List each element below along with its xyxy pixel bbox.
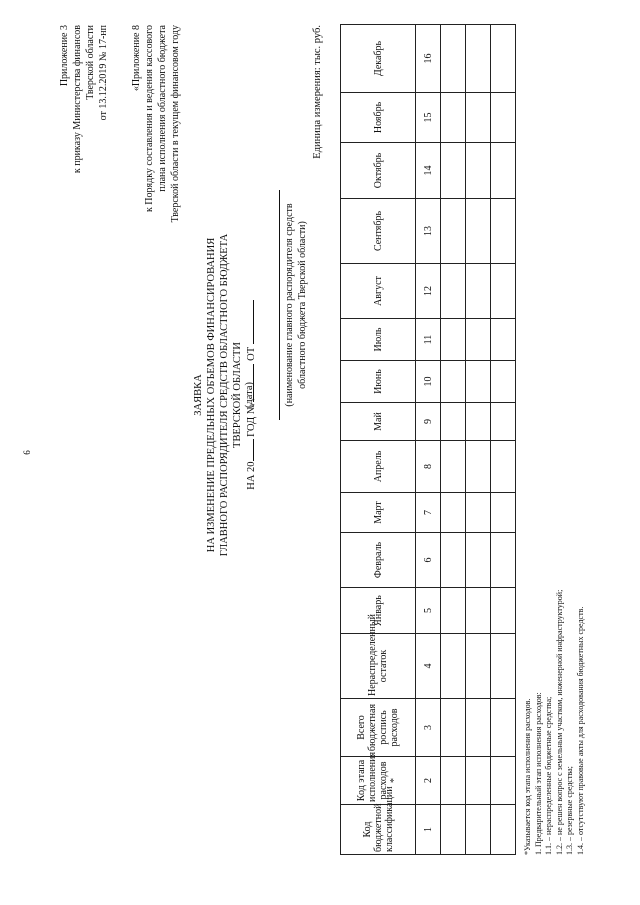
column-number-cell: 15: [416, 93, 441, 143]
empty-cell: [491, 403, 516, 441]
empty-cell: [466, 699, 491, 757]
column-number-cell: 3: [416, 699, 441, 757]
column-number-cell: 7: [416, 493, 441, 533]
header-cell: Июль: [341, 319, 416, 361]
appendix-8-line: к Порядку составления и ведения кассового: [144, 25, 155, 213]
empty-cell: [441, 403, 466, 441]
date-caption: (дата): [244, 381, 255, 409]
column-number-cell: 8: [416, 441, 441, 493]
empty-cell: [441, 93, 466, 143]
empty-cell: [441, 264, 466, 319]
empty-cell: [441, 319, 466, 361]
column-number-cell: 11: [416, 319, 441, 361]
empty-cell: [491, 533, 516, 588]
empty-cell: [491, 143, 516, 199]
header-cell: Октябрь: [341, 143, 416, 199]
title-line: НА ИЗМЕНЕНИЕ ПРЕДЕЛЬНЫХ ОБЪЕМОВ ФИНАНСИРОВАНИЯ: [206, 237, 217, 553]
empty-cell: [466, 25, 491, 93]
header-cell: Август: [341, 264, 416, 319]
recipient-caption: [283, 145, 309, 465]
header-cell: Май: [341, 403, 416, 441]
empty-cell: [441, 699, 466, 757]
column-number-cell: 1: [416, 805, 441, 855]
table-row: [441, 25, 466, 855]
appendix-3-line: от 13.12.2019 № 17-нп: [98, 25, 109, 121]
empty-cell: [466, 319, 491, 361]
appendix-8-reference: [130, 25, 182, 265]
header-cell: Апрель: [341, 441, 416, 493]
appendix-8-line: Тверской области в текущем финансовом году: [170, 25, 181, 223]
appendix-3-line: к приказу Министерства финансов: [72, 25, 83, 174]
table-header-row: [341, 25, 416, 855]
empty-cell: [491, 493, 516, 533]
empty-cell: [491, 361, 516, 403]
column-number-cell: 2: [416, 757, 441, 805]
column-number-cell: 16: [416, 25, 441, 93]
appendix-3-line: Приложение 3: [59, 25, 70, 87]
column-number-cell: 14: [416, 143, 441, 199]
empty-cell: [491, 319, 516, 361]
empty-cell: [466, 199, 491, 264]
empty-cell: [441, 805, 466, 855]
appendix-3-line: Тверской области: [85, 25, 96, 100]
column-number-cell: 6: [416, 533, 441, 588]
empty-cell: [441, 588, 466, 634]
financing-request-table: [340, 24, 516, 855]
recipient-name-line: [279, 190, 280, 420]
year-suffix: ГОД №: [246, 404, 257, 437]
footnote-line: 1.4. – отсутствуют правовые акты для расходования бюджетных средств.: [575, 606, 585, 855]
empty-cell: [491, 699, 516, 757]
empty-cell: [491, 757, 516, 805]
empty-cell: [441, 757, 466, 805]
empty-cell: [466, 634, 491, 699]
empty-cell: [466, 588, 491, 634]
page-number: 6: [22, 450, 32, 455]
header-cell: Февраль: [341, 533, 416, 588]
footnote-line: 1. Предварительный этап исполнения расходов:: [533, 692, 543, 855]
empty-cell: [441, 533, 466, 588]
units-label: Единица измерения: тыс. руб.: [312, 25, 323, 159]
empty-cell: [491, 264, 516, 319]
footnote-line: *Указывается код этапа исполнения расходов.: [523, 698, 532, 855]
header-cell: Январь: [341, 588, 416, 634]
empty-cell: [491, 199, 516, 264]
empty-cell: [466, 441, 491, 493]
empty-cell: [491, 634, 516, 699]
title-line: ЗАЯВКА: [193, 374, 204, 416]
empty-cell: [441, 143, 466, 199]
header-cell: Сентябрь: [341, 199, 416, 264]
header-cell: Код этапа исполнения расходов *: [341, 757, 416, 805]
column-number-cell: 10: [416, 361, 441, 403]
empty-cell: [466, 757, 491, 805]
footnote-line: 1.2. – не решен вопрос с земельным участком, инженерной инфраструктурой;: [554, 589, 564, 855]
empty-cell: [491, 25, 516, 93]
header-cell: Декабрь: [341, 25, 416, 93]
header-cell: Март: [341, 493, 416, 533]
empty-cell: [466, 361, 491, 403]
appendix-3-reference: [58, 25, 110, 265]
from-label: ОТ: [246, 346, 257, 361]
empty-cell: [441, 25, 466, 93]
footnote-line: 1.1. – нераспределенные бюджетные средства;: [544, 696, 553, 855]
year-prefix: НА 20: [246, 461, 257, 490]
column-number-cell: 9: [416, 403, 441, 441]
recipient-caption-line: областного бюджета Тверской области): [297, 221, 308, 389]
table-row: [491, 25, 516, 855]
column-number-cell: 12: [416, 264, 441, 319]
empty-cell: [441, 441, 466, 493]
empty-cell: [466, 403, 491, 441]
appendix-8-line: «Приложение 8: [131, 25, 142, 92]
empty-cell: [491, 93, 516, 143]
title-line: ТВЕРСКОЙ ОБЛАСТИ: [232, 342, 243, 448]
empty-cell: [441, 493, 466, 533]
empty-cell: [491, 441, 516, 493]
empty-cell: [466, 93, 491, 143]
empty-cell: [441, 634, 466, 699]
empty-cell: [466, 533, 491, 588]
header-cell: Нераспределенный остаток: [341, 634, 416, 699]
column-number-cell: 5: [416, 588, 441, 634]
recipient-caption-line: (наименование главного распорядителя средств: [284, 203, 295, 407]
empty-cell: [441, 199, 466, 264]
footnotes: [523, 155, 586, 855]
column-number-cell: 13: [416, 199, 441, 264]
empty-cell: [491, 588, 516, 634]
empty-cell: [466, 264, 491, 319]
empty-cell: [466, 143, 491, 199]
empty-cell: [441, 361, 466, 403]
appendix-8-line: плана исполнения областного бюджета: [157, 25, 168, 192]
footnote-line: 1.3. – резервные средства;: [565, 766, 574, 855]
title-line: ГЛАВНОГО РАСПОРЯДИТЕЛЯ СРЕДСТВ ОБЛАСТНОГО БЮДЖЕТА: [219, 233, 230, 557]
header-cell: Ноябрь: [341, 93, 416, 143]
empty-cell: [466, 805, 491, 855]
empty-cell: [466, 493, 491, 533]
empty-cell: [491, 805, 516, 855]
header-cell: Код бюджетной классификации: [341, 805, 416, 855]
table-row: [466, 25, 491, 855]
header-cell: Всего бюджетная роспись расходов: [341, 699, 416, 757]
column-number-row: [416, 25, 441, 855]
header-cell: Июнь: [341, 361, 416, 403]
column-number-cell: 4: [416, 634, 441, 699]
